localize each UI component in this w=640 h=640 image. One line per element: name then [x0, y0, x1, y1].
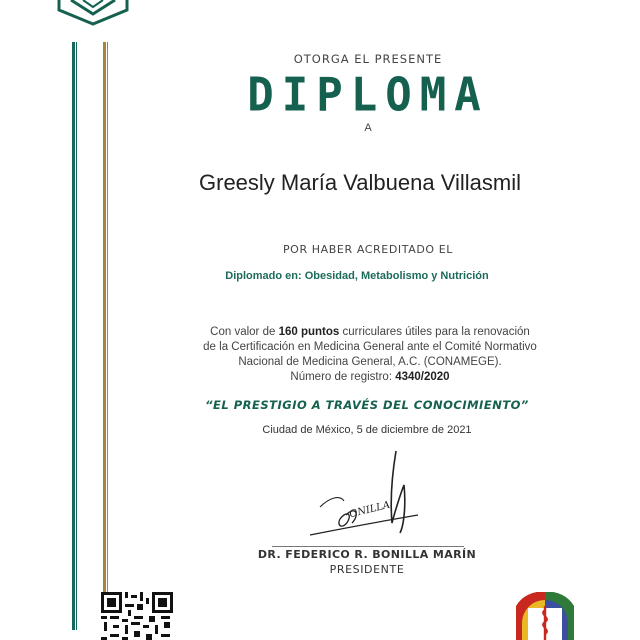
credits-paragraph — [180, 325, 560, 385]
recipient-name: Greesly María Valbuena Villasmil — [199, 170, 521, 195]
signer-name: DR. FEDERICO R. BONILLA MARÍN — [257, 548, 477, 561]
motto: “EL PRESTIGIO A TRAVÉS DEL CONOCIMIENTO” — [205, 398, 529, 412]
signature-image — [300, 445, 430, 545]
decorative-green-thin-bar — [76, 42, 77, 630]
decorative-gold-thin-bar — [107, 42, 108, 630]
credits-line3: Nacional de Medicina General, A.C. (CONAMEGE). — [238, 356, 502, 368]
registry-label: Número de registro: — [290, 371, 393, 383]
credits-line2: de la Certificación en Medicina General ante el Comité Normativo — [203, 341, 537, 353]
header-connector: A — [364, 122, 372, 134]
registry-number: 4340/2020 — [395, 371, 450, 383]
credits-points: 160 — [278, 326, 298, 338]
credits-points-word: puntos — [300, 326, 340, 338]
header-kicker: OTORGA EL PRESENTE — [293, 52, 443, 66]
conamege-logo-icon — [55, 0, 131, 26]
qr-code-icon — [101, 592, 173, 640]
medical-caduceus-seal-icon — [514, 592, 576, 640]
decorative-green-bar — [72, 42, 75, 630]
course-name: Diplomado en: Obesidad, Metabolismo y Nutrición — [225, 270, 489, 282]
diploma-title: DIPLOMA — [247, 68, 489, 123]
credits-line1-rest: curriculares útiles para la renovación — [342, 326, 530, 338]
place-date: Ciudad de México, 5 de diciembre de 2021 — [262, 424, 472, 436]
decorative-gold-bar — [103, 42, 106, 630]
credits-prefix: Con valor de — [210, 326, 276, 338]
signer-role: PRESIDENTE — [329, 563, 405, 576]
signature-line — [272, 546, 464, 547]
svg-text:ONILLA: ONILLA — [348, 499, 392, 521]
achievement-intro: POR HABER ACREDITADO EL — [282, 243, 454, 256]
